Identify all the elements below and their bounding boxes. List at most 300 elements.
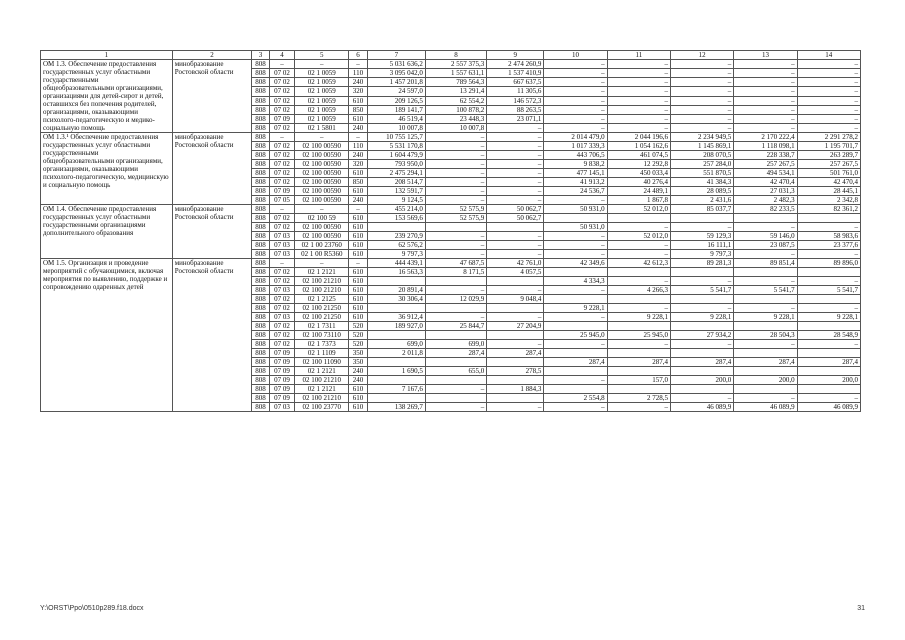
budget-code-cell: 07 02	[269, 322, 295, 331]
budget-code-cell: 320	[349, 87, 367, 96]
budget-code-cell: 240	[349, 376, 367, 385]
amount-cell	[544, 295, 607, 304]
budget-code-cell: 02 1 1109	[295, 349, 349, 358]
budget-code-cell: 07 03	[269, 250, 295, 259]
amount-cell: 1 537 410,9	[487, 69, 544, 78]
amount-cell: 50 931,0	[544, 205, 607, 214]
amount-cell	[487, 376, 544, 385]
amount-cell: 2 044 196,6	[607, 133, 670, 142]
amount-cell	[367, 277, 425, 286]
amount-cell: –	[797, 250, 860, 259]
budget-code-cell: 02 100 23770	[295, 403, 349, 412]
measure-description: ОМ 1.3. Обеспечение предоставления государственных услуг областными государственными общеобразовательными организациями, организациями для детей-сирот и детей, оставшихся без попечения родителей, организациями, оказывающими психолого-педагогическую и медико-социальную помощь	[41, 60, 173, 133]
amount-cell: 1 195 701,7	[797, 142, 860, 151]
amount-cell: –	[544, 123, 607, 132]
budget-code-cell: 02 100 21210	[295, 277, 349, 286]
amount-cell: 5 541,7	[797, 286, 860, 295]
table-row	[41, 259, 861, 268]
amount-cell	[487, 358, 544, 367]
amount-cell: 1 457 201,8	[367, 78, 425, 87]
amount-cell: –	[797, 69, 860, 78]
budget-code-cell: 610	[349, 304, 367, 313]
amount-cell: –	[734, 96, 797, 105]
budget-code-cell: 610	[349, 223, 367, 232]
amount-cell: –	[544, 313, 607, 322]
amount-cell: –	[607, 69, 670, 78]
budget-code-cell: 07 02	[269, 169, 295, 178]
budget-code-cell: 07 02	[269, 304, 295, 313]
column-number-cell: 13	[734, 51, 797, 60]
budget-code-cell: 07 02	[269, 69, 295, 78]
amount-cell	[734, 295, 797, 304]
budget-code-cell: 02 100 00590	[295, 142, 349, 151]
amount-cell: 200,0	[734, 376, 797, 385]
amount-cell: 82 361,2	[797, 205, 860, 214]
amount-cell	[367, 223, 425, 232]
budget-code-cell: 808	[252, 105, 269, 114]
amount-cell: 16 111,1	[670, 241, 733, 250]
budget-code-cell: 350	[349, 349, 367, 358]
amount-cell: –	[797, 304, 860, 313]
amount-cell: –	[544, 60, 607, 69]
responsible-executor: минобразование Ростовской области	[172, 60, 252, 133]
amount-cell: 9 838,2	[544, 160, 607, 169]
budget-code-cell: 07 02	[269, 160, 295, 169]
amount-cell: 2 474 260,9	[487, 60, 544, 69]
amount-cell: –	[487, 142, 544, 151]
budget-code-cell: 808	[252, 60, 269, 69]
budget-code-cell: 02 100 00590	[295, 187, 349, 196]
amount-cell: 2 728,5	[607, 394, 670, 403]
amount-cell: 287,4	[670, 358, 733, 367]
amount-cell: –	[734, 78, 797, 87]
amount-cell: –	[734, 123, 797, 132]
amount-cell: 2 014 479,0	[544, 133, 607, 142]
amount-cell: 23 448,3	[425, 114, 486, 123]
amount-cell: –	[734, 69, 797, 78]
amount-cell: 461 074,5	[607, 151, 670, 160]
budget-code-cell: 02 1 2121	[295, 385, 349, 394]
amount-cell: –	[607, 123, 670, 132]
amount-cell: 2 554,8	[544, 394, 607, 403]
amount-cell: 1 867,8	[607, 196, 670, 205]
budget-code-cell: –	[349, 205, 367, 214]
amount-cell	[607, 322, 670, 331]
amount-cell: –	[544, 105, 607, 114]
budget-code-cell: 07 02	[269, 295, 295, 304]
amount-cell: 2 234 949,5	[670, 133, 733, 142]
amount-cell: –	[425, 160, 486, 169]
budget-code-cell: 350	[349, 358, 367, 367]
measure-description: ОМ 1.3.¹ Обеспечение предоставления государственных услуг областными государственными общеобразовательными организациями, организациями, оказывающими психолого-педагогическую, медицинскую и социальную помощь	[41, 133, 173, 205]
budget-code-cell: 808	[252, 340, 269, 349]
amount-cell: –	[797, 223, 860, 232]
amount-cell: 25 945,0	[544, 331, 607, 340]
budget-code-cell: 07 03	[269, 286, 295, 295]
amount-cell: 200,0	[797, 376, 860, 385]
budget-code-cell: 808	[252, 214, 269, 223]
budget-code-cell: 610	[349, 232, 367, 241]
amount-cell	[544, 268, 607, 277]
amount-cell	[367, 358, 425, 367]
amount-cell: 2 557 375,3	[425, 60, 486, 69]
amount-cell: 12 292,8	[607, 160, 670, 169]
amount-cell: –	[544, 96, 607, 105]
budget-code-cell: 610	[349, 394, 367, 403]
amount-cell: 28 504,3	[734, 331, 797, 340]
amount-cell: –	[425, 385, 486, 394]
budget-code-cell: 610	[349, 403, 367, 412]
budget-code-cell: 610	[349, 385, 367, 394]
budget-code-cell: 808	[252, 69, 269, 78]
amount-cell: –	[425, 241, 486, 250]
amount-cell: 100 878,2	[425, 105, 486, 114]
budget-code-cell: 808	[252, 331, 269, 340]
budget-code-cell: 02 1 2121	[295, 367, 349, 376]
amount-cell: 28 445,1	[797, 187, 860, 196]
amount-cell: 1 118 098,1	[734, 142, 797, 151]
budget-code-cell: 02 100 21210	[295, 394, 349, 403]
amount-cell	[425, 358, 486, 367]
amount-cell	[487, 223, 544, 232]
amount-cell	[797, 322, 860, 331]
budget-code-cell: 02 100 21250	[295, 313, 349, 322]
budget-code-cell: 07 05	[269, 196, 295, 205]
amount-cell: 13 291,4	[425, 87, 486, 96]
amount-cell: 450 033,4	[607, 169, 670, 178]
amount-cell: 208 514,7	[367, 178, 425, 187]
amount-cell: –	[425, 196, 486, 205]
amount-cell: 47 687,5	[425, 259, 486, 268]
budget-code-cell: –	[349, 259, 367, 268]
amount-cell	[425, 376, 486, 385]
amount-cell: 2 431,6	[670, 196, 733, 205]
budget-code-cell: 808	[252, 223, 269, 232]
table-row	[41, 205, 861, 214]
budget-code-cell: 808	[252, 295, 269, 304]
budget-code-cell: 320	[349, 160, 367, 169]
column-number-cell: 12	[670, 51, 733, 60]
budget-code-cell: 610	[349, 277, 367, 286]
measure-description: ОМ 1.4. Обеспечение предоставления государственных услуг областными государственными организациями дополнительного образования	[41, 205, 173, 259]
amount-cell: 4 266,3	[607, 286, 670, 295]
budget-code-cell: 240	[349, 123, 367, 132]
amount-cell: 11 305,6	[487, 87, 544, 96]
amount-cell: 46 089,9	[670, 403, 733, 412]
amount-cell: 287,4	[797, 358, 860, 367]
amount-cell: 20 891,4	[367, 286, 425, 295]
budget-code-cell: 610	[349, 295, 367, 304]
amount-cell	[797, 268, 860, 277]
column-number-cell: 14	[797, 51, 860, 60]
amount-cell: 52 575,9	[425, 205, 486, 214]
amount-cell: –	[734, 277, 797, 286]
budget-code-cell: 808	[252, 78, 269, 87]
amount-cell	[607, 295, 670, 304]
amount-cell: 50 931,0	[544, 223, 607, 232]
budget-code-cell: 808	[252, 259, 269, 268]
amount-cell: –	[670, 340, 733, 349]
amount-cell: 62 554,2	[425, 96, 486, 105]
amount-cell: 10 007,8	[425, 123, 486, 132]
budget-code-cell: –	[295, 205, 349, 214]
amount-cell: 42 470,4	[734, 178, 797, 187]
amount-cell: 278,5	[487, 367, 544, 376]
budget-code-cell: 808	[252, 160, 269, 169]
amount-cell: 24 536,7	[544, 187, 607, 196]
amount-cell	[670, 349, 733, 358]
amount-cell: 501 761,0	[797, 169, 860, 178]
budget-code-cell: 610	[349, 241, 367, 250]
amount-cell: –	[607, 114, 670, 123]
budget-code-cell: 07 02	[269, 96, 295, 105]
column-number-cell: 10	[544, 51, 607, 60]
amount-cell: –	[487, 160, 544, 169]
amount-cell: –	[734, 114, 797, 123]
amount-cell: –	[544, 250, 607, 259]
amount-cell: –	[670, 96, 733, 105]
budget-code-cell: 520	[349, 340, 367, 349]
amount-cell	[797, 349, 860, 358]
column-number-cell: 9	[487, 51, 544, 60]
amount-cell: 494 534,1	[734, 169, 797, 178]
amount-cell: 4 057,5	[487, 268, 544, 277]
column-number-cell: 3	[252, 51, 269, 60]
budget-code-cell: 808	[252, 349, 269, 358]
amount-cell: 62 576,2	[367, 241, 425, 250]
amount-cell: 287,4	[425, 349, 486, 358]
amount-cell: –	[425, 403, 486, 412]
amount-cell: –	[607, 78, 670, 87]
amount-cell: –	[544, 69, 607, 78]
amount-cell: –	[425, 250, 486, 259]
budget-code-cell: 07 02	[269, 331, 295, 340]
amount-cell: 1 054 162,6	[607, 142, 670, 151]
amount-cell: 146 572,3	[487, 96, 544, 105]
budget-code-cell: 850	[349, 105, 367, 114]
budget-code-cell: 07 03	[269, 403, 295, 412]
amount-cell: –	[425, 232, 486, 241]
budget-code-cell: 808	[252, 367, 269, 376]
amount-cell: 1 604 479,9	[367, 151, 425, 160]
budget-code-cell: 520	[349, 331, 367, 340]
budget-code-cell: 02 1 2125	[295, 295, 349, 304]
budget-code-cell: 808	[252, 385, 269, 394]
amount-cell: –	[544, 340, 607, 349]
amount-cell: 9 228,1	[734, 313, 797, 322]
amount-cell: –	[797, 277, 860, 286]
amount-cell: –	[670, 60, 733, 69]
amount-cell: 157,0	[607, 376, 670, 385]
amount-cell	[734, 385, 797, 394]
budget-code-cell: 240	[349, 78, 367, 87]
amount-cell: 789 564,3	[425, 78, 486, 87]
amount-cell: –	[487, 187, 544, 196]
amount-cell: 9 797,3	[670, 250, 733, 259]
amount-cell: 1 145 869,1	[670, 142, 733, 151]
amount-cell: 46 089,9	[734, 403, 797, 412]
amount-cell: 655,0	[425, 367, 486, 376]
budget-table	[40, 50, 861, 412]
amount-cell: –	[425, 187, 486, 196]
budget-code-cell: 02 100 59	[295, 214, 349, 223]
amount-cell	[607, 268, 670, 277]
amount-cell: 30 306,4	[367, 295, 425, 304]
amount-cell: –	[797, 87, 860, 96]
amount-cell: 5 031 636,2	[367, 60, 425, 69]
budget-code-cell: 02 100 00590	[295, 169, 349, 178]
amount-cell: –	[797, 105, 860, 114]
amount-cell	[797, 385, 860, 394]
responsible-executor: минобразование Ростовской области	[172, 259, 252, 412]
amount-cell: 41 384,3	[670, 178, 733, 187]
budget-code-cell: 808	[252, 313, 269, 322]
budget-code-cell: 02 100 00590	[295, 178, 349, 187]
amount-cell: –	[487, 340, 544, 349]
amount-cell: –	[425, 169, 486, 178]
budget-code-cell: 808	[252, 403, 269, 412]
amount-cell: –	[734, 60, 797, 69]
amount-cell: 46 519,4	[367, 114, 425, 123]
amount-cell: –	[734, 105, 797, 114]
budget-code-cell: 07 03	[269, 313, 295, 322]
budget-code-cell: 02 1 0059	[295, 78, 349, 87]
amount-cell: –	[670, 78, 733, 87]
budget-code-cell: 07 02	[269, 340, 295, 349]
amount-cell: 2 475 294,1	[367, 169, 425, 178]
budget-code-cell: 07 02	[269, 223, 295, 232]
table-row	[41, 60, 861, 69]
amount-cell: –	[670, 223, 733, 232]
budget-code-cell: 610	[349, 169, 367, 178]
amount-cell: 287,4	[544, 358, 607, 367]
amount-cell: 5 531 170,8	[367, 142, 425, 151]
amount-cell: 287,4	[607, 358, 670, 367]
budget-code-cell: 02 100 00590	[295, 196, 349, 205]
budget-code-cell: 02 100 21210	[295, 286, 349, 295]
amount-cell: 52 012,0	[607, 232, 670, 241]
amount-cell: 88 263,5	[487, 105, 544, 114]
amount-cell: –	[425, 142, 486, 151]
amount-cell: 85 037,7	[670, 205, 733, 214]
amount-cell: 28 089,5	[670, 187, 733, 196]
amount-cell: –	[670, 105, 733, 114]
amount-cell	[670, 322, 733, 331]
budget-code-cell: 02 100 00590	[295, 160, 349, 169]
amount-cell: 189 141,7	[367, 105, 425, 114]
budget-code-cell: 02 1 0059	[295, 87, 349, 96]
budget-code-cell: 02 100 11090	[295, 358, 349, 367]
amount-cell: 59 146,0	[734, 232, 797, 241]
amount-cell: 132 591,7	[367, 187, 425, 196]
amount-cell: –	[670, 394, 733, 403]
amount-cell	[544, 214, 607, 223]
amount-cell: 9 228,1	[670, 313, 733, 322]
amount-cell: 477 145,1	[544, 169, 607, 178]
budget-code-cell: 02 100 00590	[295, 223, 349, 232]
amount-cell: 42 612,3	[607, 259, 670, 268]
budget-code-cell: 808	[252, 96, 269, 105]
amount-cell: –	[734, 223, 797, 232]
amount-cell: 10 755 125,7	[367, 133, 425, 142]
budget-code-cell: –	[295, 133, 349, 142]
amount-cell	[544, 322, 607, 331]
amount-cell	[487, 277, 544, 286]
amount-cell: 287,4	[487, 349, 544, 358]
amount-cell: 793 950,0	[367, 160, 425, 169]
amount-cell	[670, 214, 733, 223]
amount-cell: –	[544, 232, 607, 241]
budget-code-cell: 808	[252, 358, 269, 367]
amount-cell: –	[487, 403, 544, 412]
budget-code-cell: 808	[252, 241, 269, 250]
column-number-cell: 7	[367, 51, 425, 60]
amount-cell: 28 548,9	[797, 331, 860, 340]
amount-cell	[607, 385, 670, 394]
budget-code-cell: 02 1 7311	[295, 322, 349, 331]
amount-cell: 9 228,1	[797, 313, 860, 322]
amount-cell: –	[607, 60, 670, 69]
budget-code-cell: 07 09	[269, 376, 295, 385]
budget-code-cell: –	[269, 205, 295, 214]
amount-cell: 287,4	[734, 358, 797, 367]
amount-cell	[670, 268, 733, 277]
amount-cell: 50 062,7	[487, 214, 544, 223]
amount-cell: 52 575,9	[425, 214, 486, 223]
amount-cell: 89 281,3	[670, 259, 733, 268]
amount-cell: 42 349,6	[544, 259, 607, 268]
amount-cell: –	[797, 123, 860, 132]
amount-cell: –	[544, 403, 607, 412]
amount-cell: 9 228,1	[607, 313, 670, 322]
amount-cell: –	[734, 304, 797, 313]
amount-cell: 46 089,9	[797, 403, 860, 412]
budget-code-cell: 07 09	[269, 114, 295, 123]
amount-cell: 59 129,3	[670, 232, 733, 241]
column-number-cell: 8	[425, 51, 486, 60]
budget-code-cell: –	[295, 259, 349, 268]
budget-code-cell: 07 09	[269, 385, 295, 394]
amount-cell: 50 062,7	[487, 205, 544, 214]
amount-cell: 443 706,5	[544, 151, 607, 160]
amount-cell: –	[487, 178, 544, 187]
budget-code-cell: 02 1 0059	[295, 105, 349, 114]
amount-cell: 209 126,5	[367, 96, 425, 105]
amount-cell: 455 214,0	[367, 205, 425, 214]
amount-cell	[544, 385, 607, 394]
amount-cell: –	[607, 241, 670, 250]
budget-code-cell: –	[269, 60, 295, 69]
amount-cell: –	[487, 286, 544, 295]
amount-cell: 9 797,3	[367, 250, 425, 259]
amount-cell: –	[734, 340, 797, 349]
amount-cell: –	[797, 96, 860, 105]
amount-cell: –	[487, 196, 544, 205]
amount-cell: –	[425, 178, 486, 187]
amount-cell: 189 927,0	[367, 322, 425, 331]
budget-code-cell: 808	[252, 87, 269, 96]
amount-cell	[544, 367, 607, 376]
amount-cell: 1 017 339,3	[544, 142, 607, 151]
amount-cell: 89 851,4	[734, 259, 797, 268]
amount-cell: 23 071,1	[487, 114, 544, 123]
amount-cell: –	[607, 223, 670, 232]
amount-cell: 153 569,6	[367, 214, 425, 223]
amount-cell: –	[670, 114, 733, 123]
amount-cell	[425, 331, 486, 340]
amount-cell: 27 031,3	[734, 187, 797, 196]
amount-cell: –	[607, 277, 670, 286]
